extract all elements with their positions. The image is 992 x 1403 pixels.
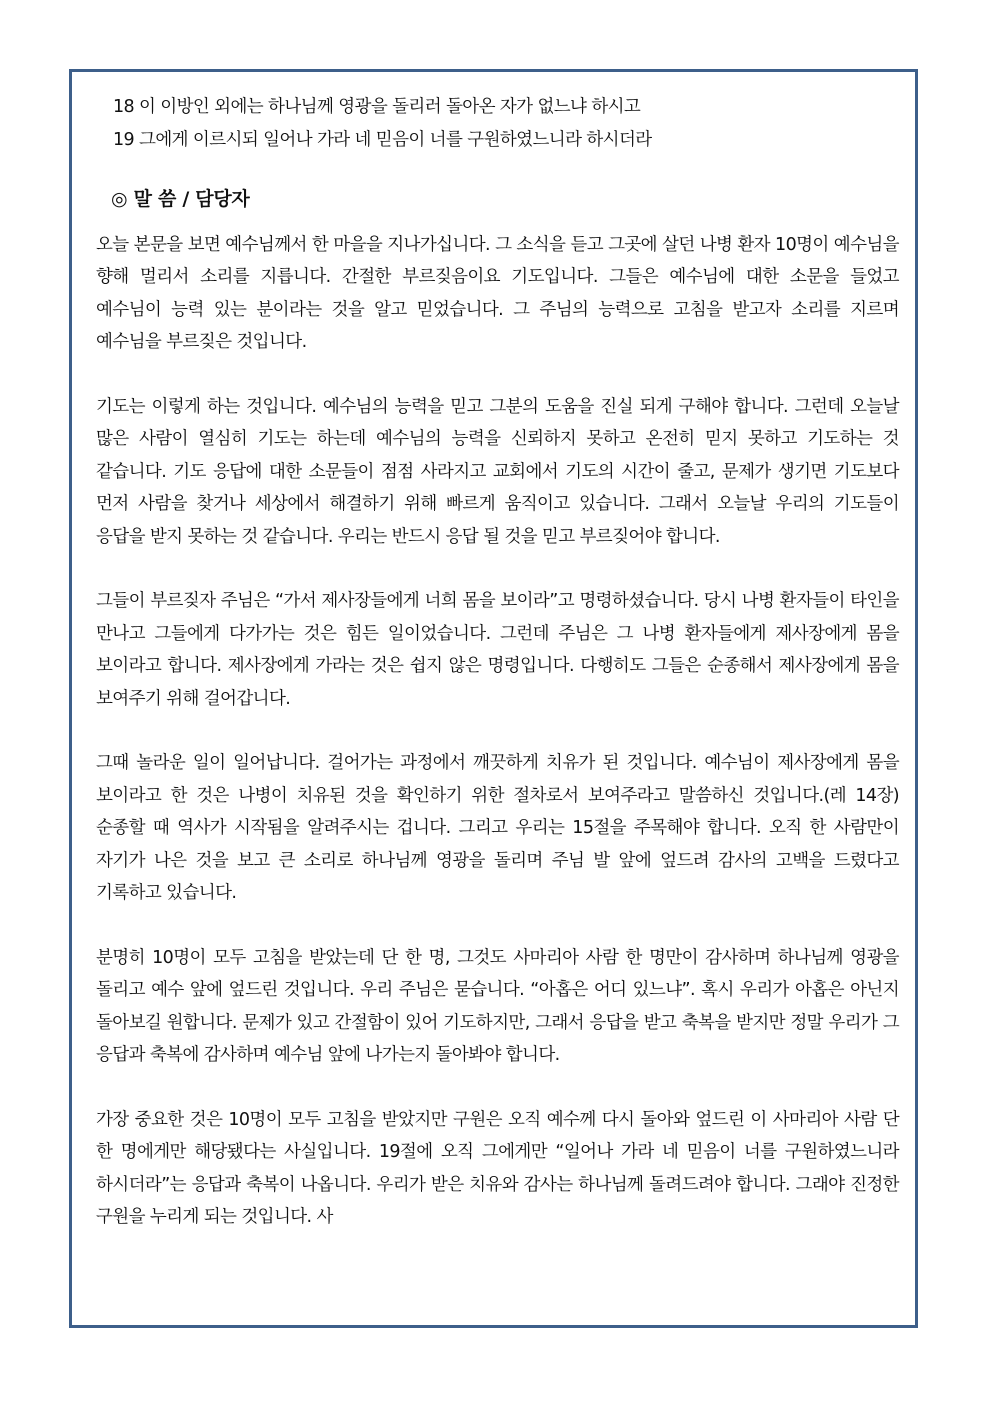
sermon-heading: ◎ 말 씀 / 담당자 [111,188,250,210]
scripture-verses [113,91,903,157]
verse-18: 18 이 이방인 외에는 하나님께 영광을 돌리러 돌아온 자가 없느냐 하시고 [113,97,641,117]
sermon-paragraph-5: 분명히 10명이 모두 고침을 받았는데 단 한 명, 그것도 사마리아 사람 한 명만이 감사하며 하나님께 영광을 돌리고 예수 앞에 엎드린 것입니다. 우리 주님은 묻습니다. “아홉은 어디 있느냐”. 혹시 우리가 아홉은 아닌지 돌아보길 원합니다. 문제가 있고 간절함이 있어 기도하지만, 그래서 응답을 받고 축복을 받지만 정말 우리가 그 응답과 축복에 감사하며 예수님 앞에 나가는지 돌아봐야 합니다. [96,947,899,1066]
sermon-paragraph-1: 오늘 본문을 보면 예수님께서 한 마을을 지나가십니다. 그 소식을 듣고 그곳에 살던 나병 환자 10명이 예수님을 향해 멀리서 소리를 지릅니다. 간절한 부르짖음이요 기도입니다. 그들은 예수님에 대한 소문을 들었고 예수님이 능력 있는 분이라는 것을 알고 믿었습니다. 그 주님의 능력으로 고침을 받고자 소리를 지르며 예수님을 부르짖은 것입니다. [96,235,899,353]
sermon-paragraph-2: 기도는 이렇게 하는 것입니다. 예수님의 능력을 믿고 그분의 도움을 진실 되게 구해야 합니다. 그런데 오늘날 많은 사람이 열심히 기도는 하는데 예수님의 능력을 신뢰하지 못하고 온전히 믿지 못하고 기도하는 것 같습니다. 기도 응답에 대한 소문들이 점점 사라지고 교회에서 기도의 시간이 줄고, 문제가 생기면 기도보다 먼저 사람을 찾거나 세상에서 해결하기 위해 빠르게 움직이고 있습니다. 그래서 오늘날 우리의 기도들이 응답을 받지 못하는 것 같습니다. 우리는 반드시 응답 될 것을 믿고 부르짖어야 합니다. [96,397,899,547]
verse-19: 19 그에게 이르시되 일어나 가라 네 믿음이 너를 구원하였느니라 하시더라 [113,130,652,150]
sermon-paragraph-6: 가장 중요한 것은 10명이 모두 고침을 받았지만 구원은 오직 예수께 다시 돌아와 엎드린 이 사마리아 사람 단 한 명에게만 해당됐다는 사실입니다. 19절에 오직 그에게만 “일어나 가라 네 믿음이 너를 구원하였느니라 하시더라”는 응답과 축복이 나옵니다. 우리가 받은 치유와 감사는 하나님께 돌려드려야 합니다. 그래야 진정한 구원을 누리게 되는 것입니다. 사 [96,1109,899,1228]
sermon-body [96,229,899,1266]
sermon-paragraph-3: 그들이 부르짖자 주님은 “가서 제사장들에게 너희 몸을 보이라”고 명령하셨습니다. 당시 나병 환자들이 타인을 만나고 그들에게 다가가는 것은 힘든 일이었습니다. 그런데 주님은 그 나병 환자들에게 제사장에게 몸을 보이라고 합니다. 제사장에게 가라는 것은 쉽지 않은 명령입니다. 다행히도 그들은 순종해서 제사장에게 몸을 보여주기 위해 걸어갑니다. [96,591,899,709]
sermon-paragraph-4: 그때 놀라운 일이 일어납니다. 걸어가는 과정에서 깨끗하게 치유가 된 것입니다. 예수님이 제사장에게 몸을 보이라고 한 것은 나병이 치유된 것을 확인하기 위한 절차로서 보여주라고 말씀하신 것입니다.(레 14장) 순종할 때 역사가 시작됨을 알려주시는 겁니다. 그리고 우리는 15절을 주목해야 합니다. 오직 한 사람만이 자기가 나은 것을 보고 큰 소리로 하나님께 영광을 돌리며 주님 발 앞에 엎드려 감사의 고백을 드렸다고 기록하고 있습니다. [96,753,899,904]
